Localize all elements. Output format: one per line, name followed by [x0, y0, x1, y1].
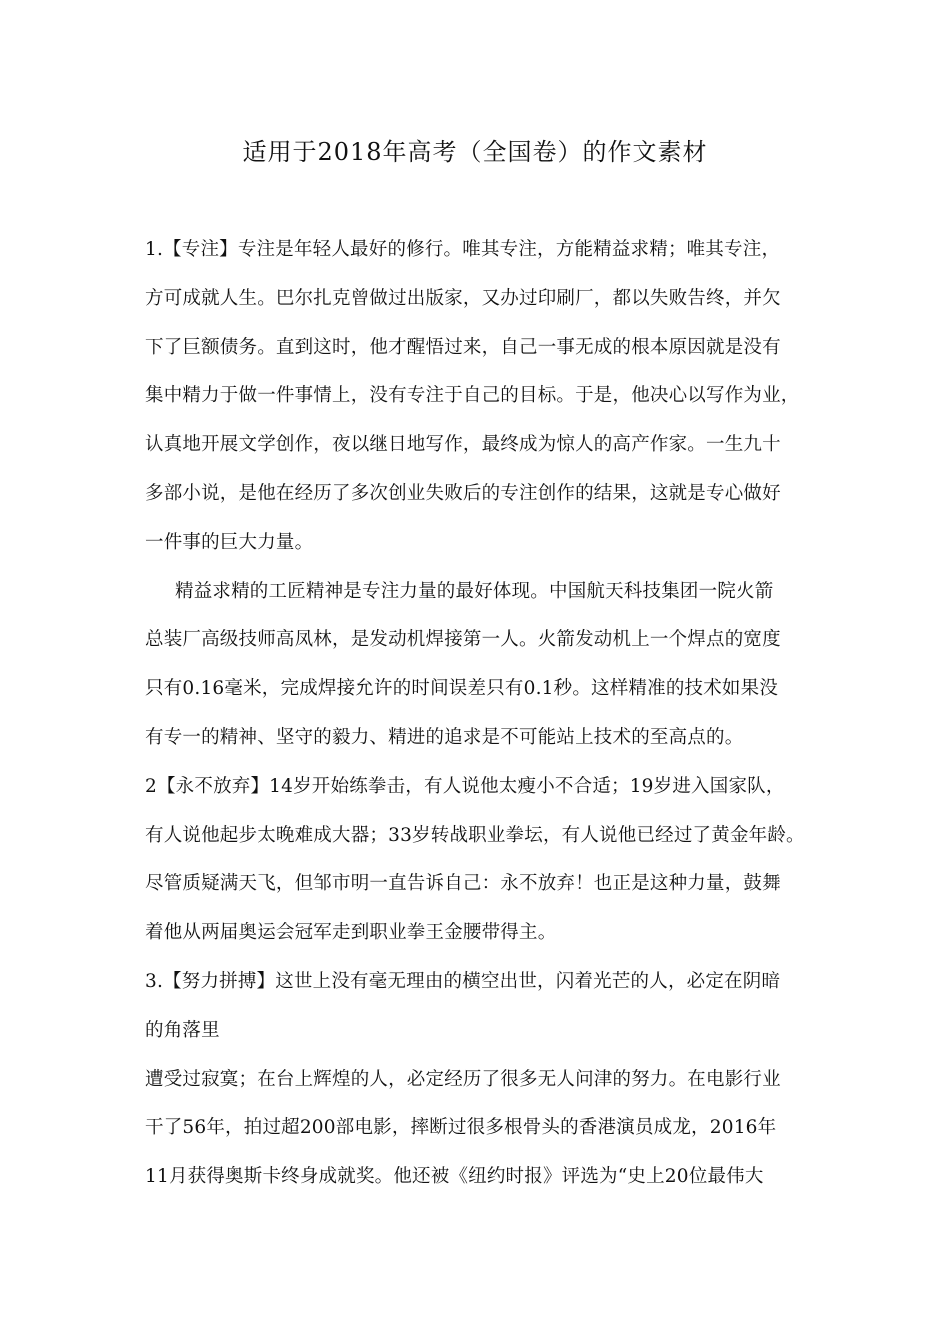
text-line: 的角落里: [145, 1019, 220, 1041]
text-line: 认真地开展文学创作，夜以继日地写作，最终成为惊人的高产作家。一生九十: [145, 434, 781, 456]
text-line: 有人说他起步太晚难成大器；33岁转战职业拳坛，有人说他已经过了黄金年龄。: [145, 824, 805, 846]
text-line: 精益求精的工匠精神是专注力量的最好体现。中国航天科技集团一院火箭: [175, 580, 774, 602]
text-line: 遭受过寂寞；在台上辉煌的人，必定经历了很多无人问津的努力。在电影行业: [145, 1068, 781, 1090]
text-line: 着他从两届奥运会冠军走到职业拳王金腰带得主。: [145, 922, 557, 944]
text-line: 11月获得奥斯卡终身成就奖。他还被《纽约时报》评选为“史上20位最伟大: [145, 1166, 764, 1188]
text-line: 方可成就人生。巴尔扎克曾做过出版家，又办过印刷厂，都以失败告终，并欠: [145, 287, 781, 309]
text-line: 总装厂高级技师高凤林，是发动机焊接第一人。火箭发动机上一个焊点的宽度: [145, 629, 781, 651]
text-line: 3.【努力拼搏】这世上没有毫无理由的横空出世，闪着光芒的人，必定在阴暗: [145, 970, 781, 992]
text-line: 多部小说，是他在经历了多次创业失败后的专注创作的结果，这就是专心做好: [145, 482, 781, 504]
document-title: 适用于2018年高考（全国卷）的作文素材: [242, 138, 708, 166]
text-line: 下了巨额债务。直到这时，他才醒悟过来，自己一事无成的根本原因就是没有: [145, 336, 781, 358]
text-line: 2【永不放弃】14岁开始练拳击，有人说他太瘦小不合适；19岁进入国家队，: [145, 775, 785, 797]
text-line: 有专一的精神、坚守的毅力、精进的追求是不可能站上技术的至高点的。: [145, 726, 744, 748]
text-line: 1.【专注】专注是年轻人最好的修行。唯其专注，方能精益求精；唯其专注，: [145, 239, 781, 260]
document-body: [145, 233, 825, 1209]
text-line: 一件事的巨大力量。: [145, 531, 314, 553]
text-line: 干了56年，拍过超200部电影，摔断过很多根骨头的香港演员成龙，2016年: [145, 1117, 777, 1139]
text-line: 尽管质疑满天飞，但邹市明一直告诉自己：永不放弃！也正是这种力量，鼓舞: [145, 873, 781, 895]
text-line: 集中精力于做一件事情上，没有专注于自己的目标。于是，他决心以写作为业，: [145, 385, 800, 407]
text-line: 只有0.16毫米，完成焊接允许的时间误差只有0.1秒。这样精准的技术如果没: [145, 678, 779, 700]
